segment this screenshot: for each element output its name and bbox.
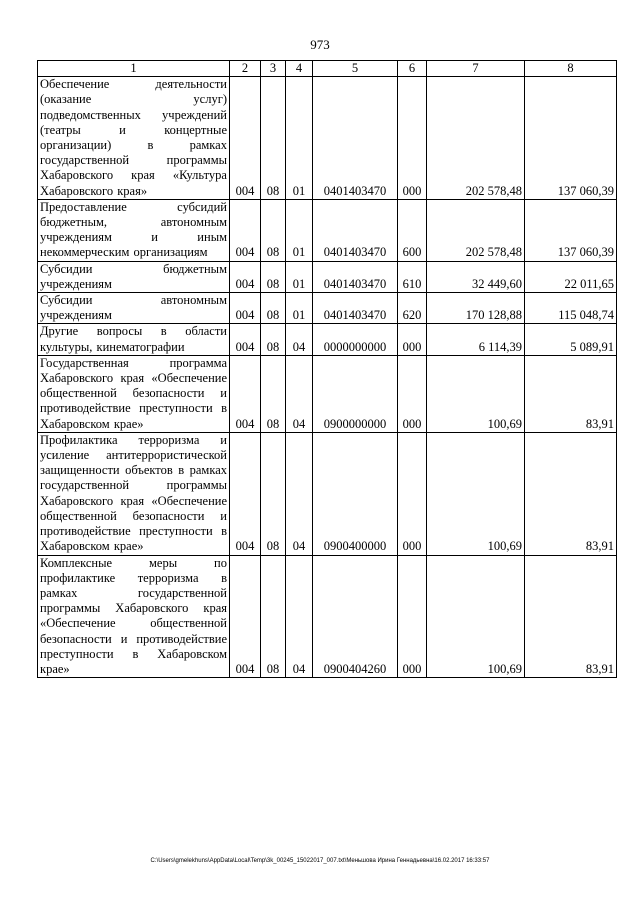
column-header: 2: [230, 61, 261, 77]
table-row: [38, 77, 617, 200]
target-article-code: 0000000000: [313, 324, 398, 355]
executed-amount: 5 089,91: [525, 324, 617, 355]
subsection-code: 04: [286, 432, 313, 555]
ministry-code: 004: [230, 261, 261, 292]
executed-amount: 137 060,39: [525, 199, 617, 261]
row-name: Обеспечение деятельности (оказание услуг) подведомственных учреждений (театры и концертные организации) в рамках государственной программы Хабаровского края «Культура Хабаровского края»: [38, 77, 230, 200]
subsection-code: 01: [286, 261, 313, 292]
planned-amount: 100,69: [427, 432, 525, 555]
expense-type-code: 610: [398, 261, 427, 292]
ministry-code: 004: [230, 199, 261, 261]
file-path-footer: C:\Users\gmelekhuns\AppData\Local\Temp\3k_00245_15022017_007.txt\Меньшова Ирина Геннадьевна\16.02.2017 16:33:57: [150, 858, 490, 864]
table-row: [38, 261, 617, 292]
section-code: 08: [261, 324, 286, 355]
expense-type-code: 000: [398, 555, 427, 678]
ministry-code: 004: [230, 324, 261, 355]
executed-amount: 115 048,74: [525, 293, 617, 324]
column-header: 3: [261, 61, 286, 77]
table-row: [38, 199, 617, 261]
row-name: Комплексные меры по профилактике терроризма в рамках государственной программы Хабаровского края «Обеспечение общественной безопасности и противодействие преступности в Хабаровском крае»: [38, 555, 230, 678]
target-article-code: 0900400000: [313, 432, 398, 555]
ministry-code: 004: [230, 355, 261, 432]
executed-amount: 83,91: [525, 555, 617, 678]
section-code: 08: [261, 199, 286, 261]
expense-type-code: 000: [398, 355, 427, 432]
subsection-code: 01: [286, 199, 313, 261]
expense-type-code: 000: [398, 432, 427, 555]
column-header: 5: [313, 61, 398, 77]
column-header: 4: [286, 61, 313, 77]
table-row: [38, 355, 617, 432]
planned-amount: 202 578,48: [427, 77, 525, 200]
target-article-code: 0401403470: [313, 199, 398, 261]
executed-amount: 137 060,39: [525, 77, 617, 200]
row-name: Другие вопросы в области культуры, кинематографии: [38, 324, 230, 355]
subsection-code: 04: [286, 355, 313, 432]
executed-amount: 83,91: [525, 355, 617, 432]
expense-type-code: 000: [398, 77, 427, 200]
table-header-row: [38, 61, 617, 77]
planned-amount: 32 449,60: [427, 261, 525, 292]
expense-type-code: 600: [398, 199, 427, 261]
row-name: Государственная программа Хабаровского края «Обеспечение общественной безопасности и противодействие преступности в Хабаровском крае»: [38, 355, 230, 432]
planned-amount: 170 128,88: [427, 293, 525, 324]
planned-amount: 100,69: [427, 555, 525, 678]
executed-amount: 83,91: [525, 432, 617, 555]
section-code: 08: [261, 355, 286, 432]
subsection-code: 04: [286, 555, 313, 678]
table-row: [38, 432, 617, 555]
row-name: Субсидии бюджетным учреждениям: [38, 261, 230, 292]
ministry-code: 004: [230, 293, 261, 324]
target-article-code: 0900000000: [313, 355, 398, 432]
row-name: Предоставление субсидий бюджетным, автономным учреждениям и иным некоммерческим организациям: [38, 199, 230, 261]
column-header: 7: [427, 61, 525, 77]
ministry-code: 004: [230, 432, 261, 555]
target-article-code: 0900404260: [313, 555, 398, 678]
column-header: 8: [525, 61, 617, 77]
target-article-code: 0401403470: [313, 293, 398, 324]
expense-type-code: 000: [398, 324, 427, 355]
executed-amount: 22 011,65: [525, 261, 617, 292]
section-code: 08: [261, 261, 286, 292]
planned-amount: 6 114,39: [427, 324, 525, 355]
section-code: 08: [261, 77, 286, 200]
subsection-code: 04: [286, 324, 313, 355]
section-code: 08: [261, 432, 286, 555]
subsection-code: 01: [286, 77, 313, 200]
expense-type-code: 620: [398, 293, 427, 324]
column-header: 6: [398, 61, 427, 77]
target-article-code: 0401403470: [313, 77, 398, 200]
section-code: 08: [261, 293, 286, 324]
table-row: [38, 293, 617, 324]
table-row: [38, 555, 617, 678]
column-header: 1: [38, 61, 230, 77]
table-row: [38, 324, 617, 355]
ministry-code: 004: [230, 77, 261, 200]
row-name: Профилактика терроризма и усиление антитеррористической защищенности объектов в рамках государственной программы Хабаровского края «Обеспечение общественной безопасности и противодействие преступности в Хабаровском крае»: [38, 432, 230, 555]
planned-amount: 100,69: [427, 355, 525, 432]
page-number: 973: [310, 37, 330, 52]
row-name: Субсидии автономным учреждениям: [38, 293, 230, 324]
planned-amount: 202 578,48: [427, 199, 525, 261]
target-article-code: 0401403470: [313, 261, 398, 292]
section-code: 08: [261, 555, 286, 678]
subsection-code: 01: [286, 293, 313, 324]
budget-table: [37, 60, 617, 678]
ministry-code: 004: [230, 555, 261, 678]
